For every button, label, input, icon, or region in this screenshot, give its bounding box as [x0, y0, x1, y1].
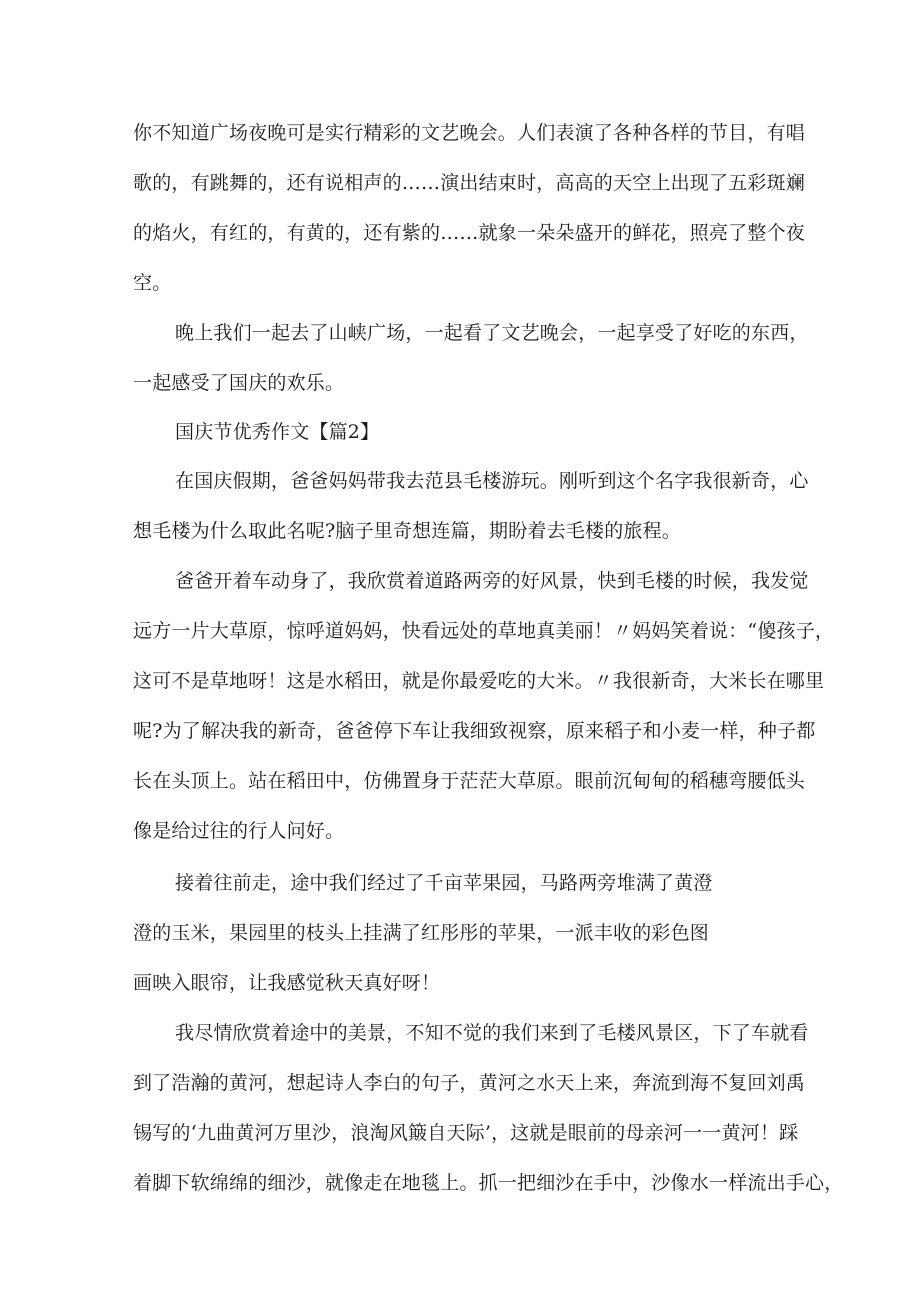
- section-heading: 国庆节优秀作文【篇2】: [175, 421, 380, 443]
- paragraph-line: 到了浩瀚的黄河，想起诗人李白的句子，黄河之水天上来，奔流到海不复回刘禹: [133, 1072, 806, 1094]
- paragraph-line: 晚上我们一起去了山峡广场，一起看了文艺晚会，一起享受了好吃的东西，: [175, 322, 809, 344]
- paragraph-line: 长在头顶上。站在稻田中，仿佛置身于茫茫大草原。眼前沉甸甸的稻穗弯腰低头: [133, 770, 806, 792]
- paragraph-line: 这可不是草地呀！这是水稻田，就是你最爱吃的大米。〃我很新奇，大米长在哪里: [133, 670, 825, 692]
- paragraph-line: 在国庆假期，爸爸妈妈带我去范县毛楼游玩。刚听到这个名字我很新奇，心: [175, 470, 809, 492]
- paragraph-line: 锡写的‘九曲黄河万里沙，浪淘风簸自天际’，这就是眼前的母亲河一一黄河！踩: [133, 1122, 799, 1144]
- paragraph-line: 澄的玉米，果园里的枝头上挂满了红彤彤的苹果，一派丰收的彩色图: [133, 922, 710, 944]
- paragraph-line: 我尽情欣赏着途中的美景，不知不觉的我们来到了毛楼风景区，下了车就看: [175, 1022, 809, 1044]
- paragraph-line: 空。: [133, 272, 172, 294]
- paragraph-line: 着脚下软绵绵的细沙，就像走在地毯上。抓一把细沙在手中，沙像水一样流出手心，: [133, 1172, 844, 1194]
- paragraph-line: 画映入眼帘，让我感觉秋天真好呀！: [133, 972, 441, 994]
- paragraph-line: 远方一片大草原，惊呼道妈妈，快看远处的草地真美丽！〃妈妈笑着说：“傻孩子，: [133, 620, 835, 642]
- paragraph-line: 呢?为了解决我的新奇，爸爸停下车让我细致视察，原来稻子和小麦一样，种子都: [133, 720, 816, 742]
- paragraph-line: 一起感受了国庆的欢乐。: [133, 372, 345, 394]
- paragraph-line: 想毛楼为什么取此名呢?脑子里奇想连篇，期盼着去毛楼的旅程。: [133, 520, 681, 542]
- paragraph-line: 的焰火，有红的，有黄的，还有紫的……就象一朵朵盛开的鲜花，照亮了整个夜: [133, 222, 806, 244]
- paragraph-line: 像是给过往的行人问好。: [133, 820, 345, 842]
- paragraph-line: 你不知道广场夜晚可是实行精彩的文艺晚会。人们表演了各种各样的节目，有唱: [133, 122, 806, 144]
- paragraph-line: 接着往前走，途中我们经过了千亩苹果园，马路两旁堆满了黄澄: [175, 872, 713, 894]
- paragraph-line: 歌的，有跳舞的，还有说相声的……演出结束时，高高的天空上出现了五彩斑斓: [133, 172, 806, 194]
- paragraph-line: 爸爸开着车动身了，我欣赏着道路两旁的好风景，快到毛楼的时候，我发觉: [175, 570, 809, 592]
